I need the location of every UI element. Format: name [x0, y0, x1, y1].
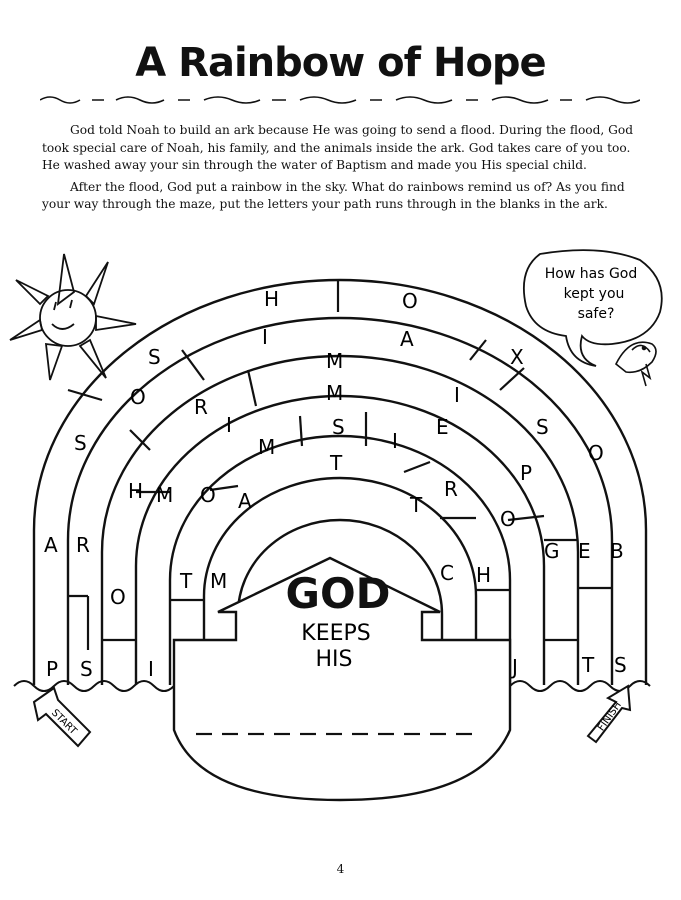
- maze-letter: O: [402, 289, 418, 313]
- maze-letter: I: [262, 325, 268, 349]
- maze-letter: A: [238, 489, 252, 513]
- maze-letter: O: [588, 441, 604, 465]
- maze-letter: G: [544, 539, 560, 563]
- maze-letter: P: [520, 461, 533, 485]
- maze-letter: M: [156, 483, 174, 507]
- maze-letter: M: [326, 349, 344, 373]
- maze-letter: S: [148, 345, 161, 369]
- maze-letter: C: [440, 561, 454, 585]
- maze-letter: J: [512, 655, 518, 679]
- maze-letter: I: [148, 657, 154, 681]
- maze-letter: O: [110, 585, 126, 609]
- intro-paragraph-1: God told Noah to build an ark because He was going to send a flood. During the flood, God took special care of Noah, his family, and the animals inside the ark. God takes care of you too. He washed away your sin through the water of Baptism and made you His special child.: [42, 123, 634, 172]
- maze-letter: O: [200, 483, 216, 507]
- intro-paragraph-2: After the flood, God put a rainbow in the sky. What do rainbows remind us of? As you find your way through the maze, put the letters your path runs through in the blanks in the ark.: [42, 179, 625, 211]
- maze-letter: R: [76, 533, 90, 557]
- maze-letter: I: [454, 383, 460, 407]
- bubble-line-2: kept you: [563, 286, 625, 302]
- maze-letter: S: [74, 431, 87, 455]
- maze-letter: S: [614, 653, 627, 677]
- maze-letter: E: [436, 415, 449, 439]
- finish-arrow: [588, 686, 630, 742]
- sun-icon: [10, 254, 136, 380]
- maze-letter: B: [610, 539, 624, 563]
- ark-his-text: HIS: [315, 647, 353, 672]
- maze-letter: T: [330, 451, 343, 475]
- maze-letter: S: [332, 415, 345, 439]
- ark-keeps-text: KEEPS: [301, 621, 371, 646]
- maze-letter: S: [536, 415, 549, 439]
- ark-god-text: GOD: [285, 569, 391, 618]
- maze-letter: X: [510, 345, 524, 369]
- maze-letter: R: [444, 477, 458, 501]
- intro-text: [42, 122, 642, 218]
- page-number: 4: [336, 862, 345, 876]
- dove-icon: [616, 342, 656, 386]
- start-label: START: [48, 707, 79, 738]
- maze-letter: M: [258, 435, 276, 459]
- maze-letter: I: [392, 429, 398, 453]
- maze-letter: T: [582, 653, 595, 677]
- maze-letter: R: [194, 395, 208, 419]
- maze-letter: O: [500, 507, 516, 531]
- maze-letter: H: [128, 479, 144, 503]
- page-title: A Rainbow of Hope: [135, 40, 546, 86]
- maze-letter: T: [180, 569, 193, 593]
- maze-letter: H: [476, 563, 492, 587]
- maze-letter: I: [226, 413, 232, 437]
- start-arrow: [34, 688, 90, 746]
- maze-letter: O: [130, 385, 146, 409]
- maze-letter: T: [410, 493, 423, 517]
- finish-label: FINISH: [595, 699, 624, 734]
- maze-letter: A: [400, 327, 414, 351]
- bubble-line-1: How has God: [544, 266, 638, 282]
- maze-letter: A: [44, 533, 58, 557]
- rainbow-maze: [0, 240, 681, 840]
- maze-letter: E: [578, 539, 591, 563]
- maze-letter: H: [264, 287, 280, 311]
- maze-letter: M: [326, 381, 344, 405]
- maze-letter: P: [46, 657, 59, 681]
- maze-letter: S: [80, 657, 93, 681]
- wavy-divider: [40, 92, 640, 108]
- maze-letter: M: [210, 569, 228, 593]
- bubble-line-3: safe?: [577, 306, 615, 322]
